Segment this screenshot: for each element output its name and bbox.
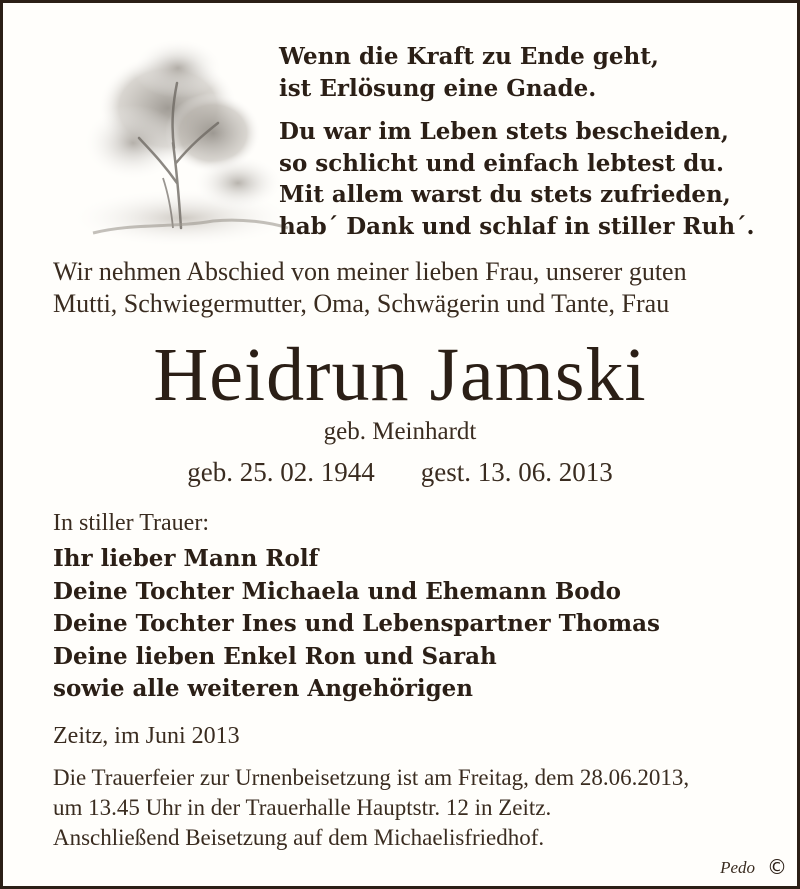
copyright-icon: © bbox=[767, 855, 787, 879]
place-date: Zeitz, im Juni 2013 bbox=[53, 723, 240, 749]
life-dates bbox=[3, 456, 797, 488]
family-member: Ihr lieber Mann Rolf bbox=[53, 545, 319, 572]
family-member: sowie alle weiteren Angehörigen bbox=[53, 675, 474, 702]
watercolor-tree-icon bbox=[73, 23, 293, 253]
intro-line: Mutti, Schwiegermutter, Oma, Schwägerin und Tante, Frau bbox=[53, 289, 670, 318]
mourning-label: In stiller Trauer: bbox=[53, 510, 209, 536]
designer-signature: Pedo bbox=[720, 858, 755, 877]
family-member: Deine Tochter Ines und Lebenspartner Thomas bbox=[53, 610, 660, 637]
poem bbox=[279, 41, 779, 242]
maiden-name: geb. Meinhardt bbox=[323, 418, 477, 445]
birth-date: geb. 25. 02. 1944 bbox=[187, 457, 375, 487]
ceremony-line: Anschließend Beisetzung auf dem Michaelisfriedhof. bbox=[53, 825, 545, 850]
poem-stanza bbox=[279, 41, 779, 104]
ceremony-line: Die Trauerfeier zur Urnenbeisetzung ist am Freitag, dem 28.06.2013, bbox=[53, 765, 690, 790]
deceased-name: Heidrun Jamski bbox=[153, 333, 647, 417]
poem-line: Du war im Leben stets bescheiden, bbox=[279, 118, 729, 145]
death-date: gest. 13. 06. 2013 bbox=[420, 457, 613, 487]
ceremony-line: um 13.45 Uhr in der Trauerhalle Hauptstr. 12 in Zeitz. bbox=[53, 795, 552, 820]
family-member: Deine lieben Enkel Ron und Sarah bbox=[53, 642, 497, 670]
poem-line: ist Erlösung eine Gnade. bbox=[279, 74, 597, 102]
intro-line: Wir nehmen Abschied von meiner lieben Frau, unserer guten bbox=[53, 257, 687, 286]
foliage-shape bbox=[133, 38, 223, 98]
ceremony-info bbox=[53, 763, 773, 853]
foliage-shape bbox=[193, 155, 283, 211]
poem-line: so schlicht und einfach lebtest du. bbox=[279, 149, 725, 177]
poem-stanza bbox=[279, 116, 779, 242]
family-member: Deine Tochter Michaela und Ehemann Bodo bbox=[53, 577, 622, 605]
intro-text bbox=[53, 256, 773, 320]
poem-line: Wenn die Kraft zu Ende geht, bbox=[279, 43, 659, 70]
poem-line: hab´ Dank und schlaf in stiller Ruh´. bbox=[279, 212, 755, 240]
family-list bbox=[53, 543, 773, 706]
poem-line: Mit allem warst du stets zufrieden, bbox=[279, 181, 731, 208]
